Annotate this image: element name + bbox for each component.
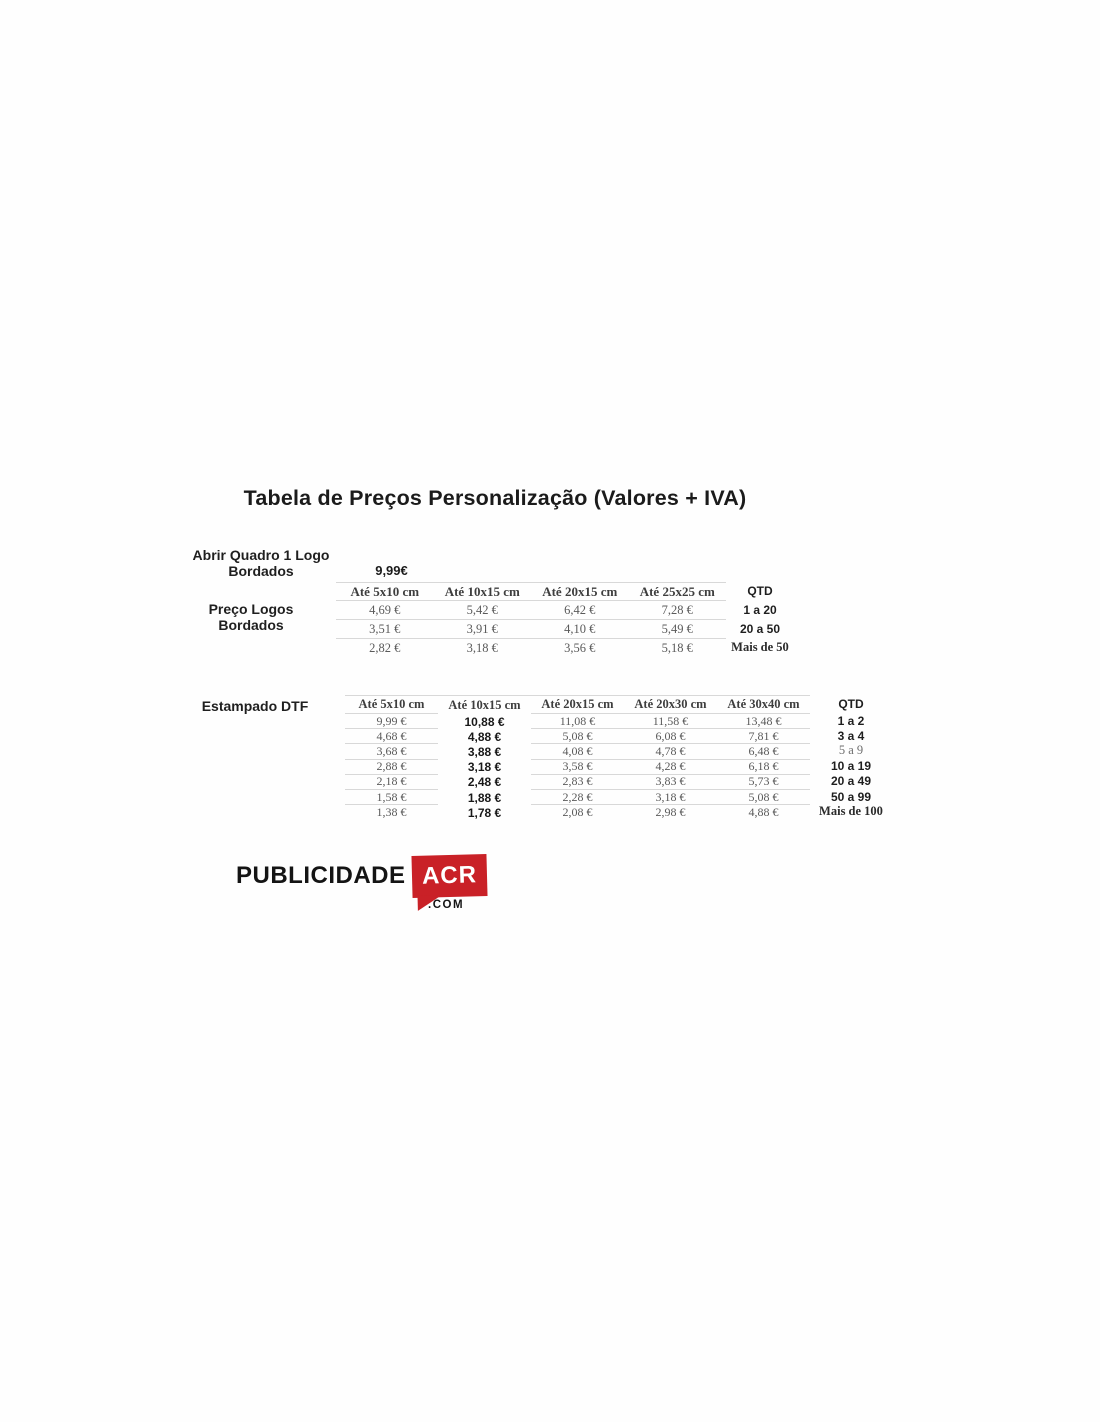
qtd-value: Mais de 50	[731, 640, 789, 654]
column-header: Até 10x15 cm	[448, 697, 521, 712]
price-cell: 5,73 €	[717, 775, 810, 790]
price-cell: 5,49 €	[629, 620, 727, 639]
section-label-line2: Bordados	[228, 563, 294, 579]
qtd-value: 20 a 49	[830, 774, 872, 789]
column-header: Até 20x15 cm	[531, 583, 629, 601]
column-header: Até 30x40 cm	[717, 696, 810, 714]
price-cell: 2,28 €	[531, 790, 624, 805]
logo-acr-text: ACR	[421, 861, 478, 890]
price-cell: 2,88 €	[345, 760, 438, 775]
price-cell: 6,18 €	[717, 760, 810, 775]
price-cell: 7,28 €	[629, 601, 727, 620]
table-row	[345, 805, 810, 820]
table-row	[345, 729, 810, 744]
qtd-value: 10 a 19	[830, 759, 872, 774]
price-cell: 3,18 €	[624, 790, 717, 805]
price-cell: 3,18 €	[467, 760, 502, 775]
table-header-row	[345, 695, 810, 714]
price-cell: 3,18 €	[466, 641, 498, 655]
open-quadro-price: 9,99€	[375, 563, 408, 578]
column-header: Até 10x15 cm	[434, 583, 532, 601]
price-cell: 4,28 €	[624, 760, 717, 775]
dtf-price-table	[345, 695, 810, 820]
price-cell: 2,18 €	[345, 775, 438, 790]
column-header: Até 5x10 cm	[345, 696, 438, 714]
table-header-row	[336, 582, 726, 601]
price-cell: 3,91 €	[434, 620, 532, 639]
qtd-value: 1 a 20	[743, 602, 777, 617]
column-header: Até 25x25 cm	[629, 583, 727, 601]
price-cell: 6,08 €	[624, 729, 717, 744]
qtd-value: 3 a 4	[837, 728, 865, 743]
page-title: Tabela de Preços Personalização (Valores + IVA)	[243, 486, 747, 510]
qtd-header: QTD	[838, 697, 864, 711]
table-row	[336, 620, 726, 639]
price-cell: 1,58 €	[345, 790, 438, 805]
price-cell: 5,42 €	[434, 601, 532, 620]
price-cell: 3,68 €	[345, 744, 438, 759]
column-header: Até 5x10 cm	[336, 583, 434, 601]
section-label-estampado-dtf: Estampado DTF	[201, 698, 309, 714]
price-cell: 1,88 €	[467, 790, 502, 805]
price-cell: 3,58 €	[531, 760, 624, 775]
qtd-value: 5 a 9	[838, 743, 864, 758]
bordados-qtd-column	[728, 582, 792, 657]
price-cell: 4,88 €	[748, 805, 779, 820]
price-cell: 10,88 €	[464, 714, 505, 729]
price-cell: 3,51 €	[336, 620, 434, 639]
table-row	[345, 775, 810, 790]
price-cell: 4,08 €	[531, 744, 624, 759]
qtd-value: 20 a 50	[739, 621, 781, 636]
column-header: Até 20x30 cm	[624, 696, 717, 714]
section-label-line1: Abrir Quadro 1 Logo	[192, 547, 330, 563]
price-cell: 2,48 €	[467, 775, 502, 790]
dtf-qtd-column	[812, 695, 890, 819]
table-row	[345, 744, 810, 759]
price-cell: 1,78 €	[467, 805, 502, 820]
table-row	[336, 639, 726, 658]
bordados-price-table	[336, 582, 726, 658]
logo-publicidade-text: PUBLICIDADE	[236, 862, 406, 889]
price-cell: 2,98 €	[655, 805, 686, 820]
price-cell: 3,56 €	[564, 641, 596, 655]
price-cell: 11,08 €	[531, 714, 624, 729]
qtd-value: 1 a 2	[837, 713, 865, 728]
table-row	[345, 760, 810, 775]
table-row	[345, 714, 810, 729]
logo-com-suffix: .COM	[428, 899, 465, 911]
price-cell: 1,38 €	[376, 805, 407, 820]
price-cell: 2,08 €	[562, 805, 593, 820]
qtd-header: QTD	[747, 584, 773, 598]
section-label-abrir-quadro	[185, 547, 337, 579]
price-cell: 4,68 €	[345, 729, 438, 744]
price-cell: 4,78 €	[624, 744, 717, 759]
price-cell: 5,08 €	[531, 729, 624, 744]
price-cell: 4,69 €	[336, 601, 434, 620]
price-cell: 13,48 €	[717, 714, 810, 729]
table-row	[336, 601, 726, 620]
section-label-logos-bordados: Preço Logos Bordados	[208, 601, 294, 633]
price-cell: 6,42 €	[531, 601, 629, 620]
price-cell: 5,08 €	[717, 790, 810, 805]
price-cell: 4,88 €	[467, 729, 502, 744]
qtd-value: Mais de 100	[819, 804, 883, 819]
qtd-value: 50 a 99	[830, 789, 872, 804]
price-cell: 2,82 €	[369, 641, 401, 655]
price-cell: 11,58 €	[624, 714, 717, 729]
column-header: Até 20x15 cm	[531, 696, 624, 714]
logo-acr-badge	[411, 854, 487, 898]
price-cell: 9,99 €	[345, 714, 438, 729]
price-cell: 4,10 €	[531, 620, 629, 639]
price-cell: 2,83 €	[531, 775, 624, 790]
price-cell: 6,48 €	[717, 744, 810, 759]
table-row	[345, 790, 810, 805]
price-cell: 5,18 €	[661, 641, 693, 655]
price-cell: 3,88 €	[467, 744, 502, 759]
price-cell: 3,83 €	[624, 775, 717, 790]
price-cell: 7,81 €	[717, 729, 810, 744]
